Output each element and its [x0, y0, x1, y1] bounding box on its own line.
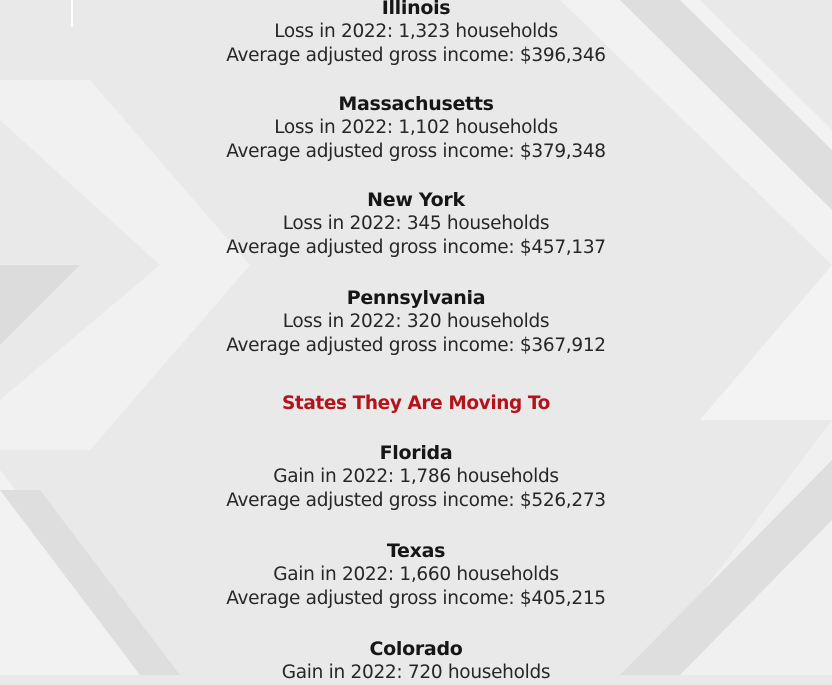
average-income: Average adjusted gross income: $379,348: [226, 141, 606, 162]
household-change: Gain in 2022: 720 households: [281, 662, 551, 683]
section-heading-moving-to: States They Are Moving To: [281, 393, 550, 414]
state-name: Texas: [386, 540, 446, 562]
state-name: Illinois: [381, 0, 451, 19]
household-change: Gain in 2022: 1,786 households: [273, 466, 559, 487]
state-entry-florida: [0, 441, 832, 513]
state-entry-pennsylvania: [0, 286, 832, 358]
state-entry-new-york: [0, 188, 832, 260]
state-name: Florida: [379, 442, 453, 464]
household-change: Loss in 2022: 1,323 households: [274, 21, 558, 42]
state-entry-massachusetts: [0, 92, 832, 164]
state-entry-illinois: [0, 0, 832, 68]
average-income: Average adjusted gross income: $526,273: [226, 490, 606, 511]
state-name: Pennsylvania: [346, 287, 486, 309]
average-income: Average adjusted gross income: $405,215: [226, 588, 606, 609]
household-change: Loss in 2022: 1,102 households: [274, 117, 558, 138]
average-income: Average adjusted gross income: $396,346: [226, 45, 606, 66]
state-name: Colorado: [369, 638, 463, 660]
state-name: New York: [367, 189, 465, 211]
household-change: Loss in 2022: 320 households: [282, 311, 550, 332]
household-change: Gain in 2022: 1,660 households: [273, 564, 559, 585]
state-name: Massachusetts: [338, 93, 494, 115]
average-income: Average adjusted gross income: $457,137: [226, 237, 606, 258]
state-entry-texas: [0, 539, 832, 611]
average-income: Average adjusted gross income: $367,912: [226, 335, 606, 356]
household-change: Loss in 2022: 345 households: [282, 213, 550, 234]
state-entry-colorado: [0, 637, 832, 685]
